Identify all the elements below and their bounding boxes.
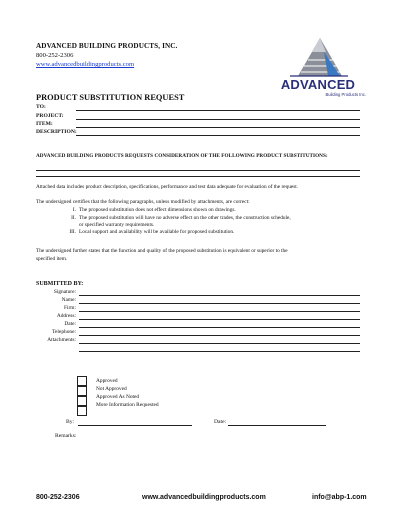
condition-number: III. — [69, 229, 76, 235]
condition-2 — [36, 215, 291, 222]
condition-2-continued: or specified warranty requirements. — [79, 222, 155, 228]
condition-text: Local support and availability will be available for proposed substitution. — [79, 229, 235, 235]
by-label: By: — [66, 419, 75, 425]
not-approved-label: Not Approved — [96, 386, 127, 392]
company-website-link[interactable]: www.advancedbuildingproducts.com — [36, 61, 135, 68]
name-field[interactable] — [79, 303, 360, 304]
attachments-field[interactable] — [79, 343, 360, 344]
project-label: PROJECT: — [36, 113, 64, 119]
condition-1 — [36, 207, 236, 214]
approved-as-noted-checkbox[interactable] — [77, 396, 87, 406]
address-field-line-2[interactable] — [79, 327, 360, 328]
further-statement-line-1: The undersigned further states that the function and quality of the proposed substitution is equivalent or superior to the — [36, 248, 288, 254]
name-label: Name: — [61, 297, 76, 303]
firm-field[interactable] — [79, 311, 360, 312]
approved-label: Approved — [96, 378, 118, 384]
address-label: Address: — [56, 313, 76, 319]
logo-wordmark: ADVANCED — [280, 77, 356, 92]
signature-field[interactable] — [79, 295, 360, 296]
condition-text: The proposed substitution will have no adverse effect on the other trades, the construction schedule, — [79, 215, 291, 221]
not-approved-checkbox[interactable] — [77, 386, 87, 396]
date-label: Date: — [64, 321, 76, 327]
condition-text: The proposed substitution does not effect dimensions shown on drawings. — [79, 207, 236, 213]
footer-phone: 800-252-2306 — [36, 494, 80, 501]
approved-checkbox[interactable] — [77, 376, 87, 386]
to-label: TO: — [36, 104, 46, 110]
attached-data-text: Attached data includes product description, specifications, performance and test data adequate for evaluation of the request. — [36, 184, 299, 190]
item-label: ITEM: — [36, 121, 53, 127]
to-field[interactable] — [76, 110, 360, 111]
company-phone: 800-252-2306 — [36, 52, 74, 59]
footer-email[interactable]: info@abp-1.com — [312, 494, 367, 501]
certify-text: The undersigned certifies that the following paragraphs, unless modified by attachments, are correct: — [36, 199, 250, 205]
description-field[interactable] — [76, 135, 360, 136]
telephone-label: Telephone: — [52, 329, 76, 335]
document-title: PRODUCT SUBSTITUTION REQUEST — [36, 93, 185, 102]
remarks-label: Remarks: — [55, 433, 77, 439]
substitution-line-2[interactable] — [36, 176, 360, 177]
project-field[interactable] — [76, 119, 360, 120]
substitution-line-1[interactable] — [36, 170, 360, 171]
more-info-label: More Information Requested — [96, 402, 159, 408]
approved-as-noted-label: Approved As Noted — [96, 394, 140, 400]
consideration-heading: ADVANCED BUILDING PRODUCTS REQUESTS CONSIDERATION OF THE FOLLOWING PRODUCT SUBSTITUTIONS: — [36, 153, 328, 159]
submitted-by-heading: SUBMITTED BY: — [36, 281, 84, 287]
telephone-field[interactable] — [79, 335, 360, 336]
firm-label: Firm: — [64, 305, 76, 311]
condition-3 — [36, 229, 234, 236]
address-field[interactable] — [79, 319, 360, 320]
attachments-field-line-2[interactable] — [79, 351, 360, 352]
description-label: DESCRIPTION: — [36, 129, 77, 135]
item-field[interactable] — [76, 127, 360, 128]
further-statement-line-2: specified item. — [36, 256, 68, 262]
company-name: ADVANCED BUILDING PRODUCTS, INC. — [36, 42, 178, 50]
logo-subtitle: Building Products Inc. — [325, 92, 366, 97]
more-info-checkbox[interactable] — [77, 406, 87, 416]
condition-number: I. — [72, 207, 76, 213]
by-field[interactable] — [78, 425, 192, 426]
review-date-field[interactable] — [228, 425, 326, 426]
condition-number: II. — [71, 215, 76, 221]
signature-label: Signature: — [53, 289, 76, 295]
review-date-label: Date: — [214, 419, 227, 425]
footer-website[interactable]: www.advancedbuildingproducts.com — [142, 494, 266, 501]
attachments-label: Attachments: — [47, 337, 76, 343]
